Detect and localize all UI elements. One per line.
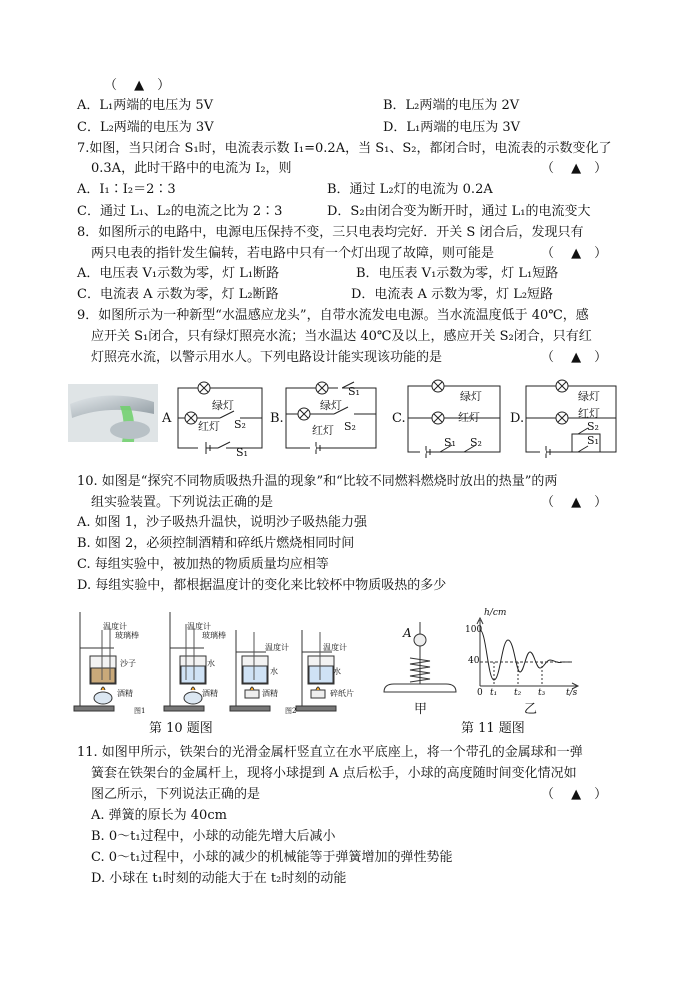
circuit-b-s2: S₂ xyxy=(344,420,356,433)
q10-option-d: D. 每组实验中，都根据温度计的变化来比较杯中物质吸热的多少 xyxy=(77,578,447,593)
graph-xtick-t2: t₂ xyxy=(514,688,522,698)
circuit-c-s1: S₁ xyxy=(444,436,456,449)
q7-option-a: A．I₁∶I₂＝2∶3 xyxy=(77,182,176,197)
fig1-water-label: 水 xyxy=(207,659,215,668)
q7-answer-blank: （ ▲ ） xyxy=(541,161,608,176)
q9-stem-line2: 应开关 S₁闭合，只有绿灯照亮水流；当水温达 40℃及以上，感应开关 S₂闭合，只有红 xyxy=(91,329,592,344)
q11-stem-line1: 11. 如图甲所示，铁架台的光滑金属杆竖直立在水平底座上，将一个带孔的金属球和一弹 xyxy=(77,745,583,760)
q10-option-a: A. 如图 1，沙子吸热升温快，说明沙子吸热能力强 xyxy=(77,515,368,530)
q10-stem-line1: 10. 如图是“探究不同物质吸热升温的现象”和“比较不同燃料燃烧时放出的热量”的两 xyxy=(77,474,558,489)
fig2-alcohol-label: 酒精 xyxy=(262,689,278,698)
q8-answer-blank: （ ▲ ） xyxy=(541,246,608,261)
fig1-thermometer2-label: 温度计 xyxy=(187,622,211,631)
q11-point-a: A xyxy=(403,626,412,640)
q7-stem-line1: 7.如图，当只闭合 S₁时，电流表示数 I₁=0.2A，当 S₁、S₂，都闭合时，电流表的示数变化了 xyxy=(77,141,612,156)
q9-answer-blank: （ ▲ ） xyxy=(541,350,608,365)
fig1-alcohol-label: 酒精 xyxy=(117,689,133,698)
q6-option-a: A．L₁两端的电压为 5V xyxy=(77,98,214,113)
q7-option-d: D．S₂由闭合变为断开时，通过 L₁的电流变大 xyxy=(327,204,591,219)
q8-option-b: B．电压表 V₁示数为零，灯 L₁短路 xyxy=(356,266,559,281)
graph-xtick-t3: t₃ xyxy=(538,688,546,698)
q8-stem-line2: 两只电表的指针发生偏转，若电路中只有一个灯出现了故障，则可能是 xyxy=(91,246,495,261)
fig1-sand-label: 沙子 xyxy=(120,659,136,668)
circuit-b-s1: S₁ xyxy=(348,385,360,398)
circuit-a-s1: S₁ xyxy=(236,446,248,459)
q8-option-d: D．电流表 A 示数为零，灯 L₂短路 xyxy=(351,287,554,302)
q7-stem-line2: 0.3A，此时干路中的电流为 I₂，则 xyxy=(91,161,292,176)
fig1-glass-rod-label: 玻璃棒 xyxy=(115,631,139,640)
q9-stem-line3: 灯照亮水流，以警示用水人。下列电路设计能实现该功能的是 xyxy=(91,350,443,365)
circuit-a xyxy=(178,382,262,454)
graph-xtick-t1: t₁ xyxy=(490,688,498,698)
circuit-letter-a: A xyxy=(162,411,172,426)
q10-option-c: C. 每组实验中，被加热的物质质量均应相等 xyxy=(77,557,329,572)
fig2-water2-label: 水 xyxy=(333,667,341,676)
q11-fig-yi-label: 乙 xyxy=(524,702,538,717)
q10-answer-blank: （ ▲ ） xyxy=(541,495,608,510)
q6-option-c: C．L₂两端的电压为 3V xyxy=(77,120,214,135)
q9-circuit-options xyxy=(158,378,618,460)
fig2-caption: 图2 xyxy=(285,707,297,715)
q6-option-b: B．L₂两端的电压为 2V xyxy=(383,98,520,113)
circuit-letter-b: B. xyxy=(270,411,284,426)
q11-option-b: B. 0～t₁过程中，小球的动能先增大后减小 xyxy=(91,829,336,844)
circuit-b-red-lamp: 红灯 xyxy=(312,424,334,437)
q6-option-d: D．L₁两端的电压为 3V xyxy=(383,120,521,135)
circuit-a-red-lamp: 红灯 xyxy=(198,420,220,433)
fig1-glass-rod2-label: 玻璃棒 xyxy=(202,631,226,640)
fig1-alcohol2-label: 酒精 xyxy=(202,689,218,698)
circuit-d-s2: S₂ xyxy=(587,420,599,433)
q11-figure-caption: 第 11 题图 xyxy=(461,721,525,736)
circuit-d-red-lamp: 红灯 xyxy=(578,407,600,420)
circuit-c-green-lamp: 绿灯 xyxy=(460,390,482,403)
q7-option-b: B．通过 L₂灯的电流为 0.2A xyxy=(327,182,493,197)
q11-fig-jia-label: 甲 xyxy=(414,702,428,717)
graph-height-curve xyxy=(480,630,572,680)
q10-stem-line2: 组实验装置。下列说法正确的是 xyxy=(91,495,274,510)
q8-option-a: A．电压表 V₁示数为零，灯 L₁断路 xyxy=(77,266,280,281)
q10-option-b: B. 如图 2，必须控制酒精和碎纸片燃烧相同时间 xyxy=(77,536,355,551)
fig1-thermometer-label: 温度计 xyxy=(103,622,127,631)
q11-option-a: A. 弹簧的原长为 40cm xyxy=(91,808,227,823)
circuit-letter-c: C. xyxy=(392,411,406,426)
circuit-a-green-lamp: 绿灯 xyxy=(212,399,234,412)
q11-stem-line2: 簧套在铁架台的金属杆上，现将小球提到 A 点后松手，小球的高度随时间变化情况如 xyxy=(91,766,577,781)
graph-ytick-100: 100 xyxy=(465,625,483,635)
circuit-c-red-lamp: 红灯 xyxy=(458,411,480,424)
circuit-c-s2: S₂ xyxy=(470,436,482,449)
q7-option-c: C．通过 L₁、L₂的电流之比为 2∶3 xyxy=(77,204,283,219)
q6-answer-blank: （ ▲ ） xyxy=(104,78,171,93)
fig2-thermometer2-label: 温度计 xyxy=(323,643,347,652)
circuit-d-green-lamp: 绿灯 xyxy=(578,390,600,403)
graph-ytick-40: 40 xyxy=(468,656,480,666)
faucet-image xyxy=(68,384,158,442)
circuit-b xyxy=(286,382,376,454)
q11-answer-blank: （ ▲ ） xyxy=(541,787,608,802)
graph-x-label: t/s xyxy=(566,688,578,698)
q11-option-d: D. 小球在 t₁时刻的动能大于在 t₂时刻的动能 xyxy=(91,871,347,886)
circuit-d xyxy=(526,380,616,458)
graph-y-label: h/cm xyxy=(484,608,507,618)
q8-option-c: C．电流表 A 示数为零，灯 L₂断路 xyxy=(77,287,279,302)
q8-stem-line1: 8．如图所示的电路中，电源电压保持不变，三只电表均完好．开关 S 闭合后，发现只有 xyxy=(77,225,584,240)
circuit-d-s1: S₁ xyxy=(587,434,599,447)
q11-option-c: C. 0～t₁过程中，小球的减少的机械能等于弹簧增加的弹性势能 xyxy=(91,850,453,865)
fig1-caption: 图1 xyxy=(134,707,146,715)
circuit-a-s2: S₂ xyxy=(234,418,246,431)
fig2-thermometer-label: 温度计 xyxy=(265,643,289,652)
fig2-water-label: 水 xyxy=(270,667,278,676)
q10-figure-caption: 第 10 题图 xyxy=(149,721,213,736)
q11-fig-jia-apparatus xyxy=(378,608,462,698)
q11-stem-line3: 图乙所示，下列说法正确的是 xyxy=(91,787,261,802)
circuit-b-green-lamp: 绿灯 xyxy=(320,399,342,412)
fig2-paper-label: 碎纸片 xyxy=(330,689,354,698)
graph-xtick-0: 0 xyxy=(477,688,483,698)
q9-stem-line1: 9．如图所示为一种新型“水温感应龙头”，自带水流发电电源。当水流温度低于 40℃，感 xyxy=(77,308,589,323)
circuit-letter-d: D. xyxy=(510,411,525,426)
